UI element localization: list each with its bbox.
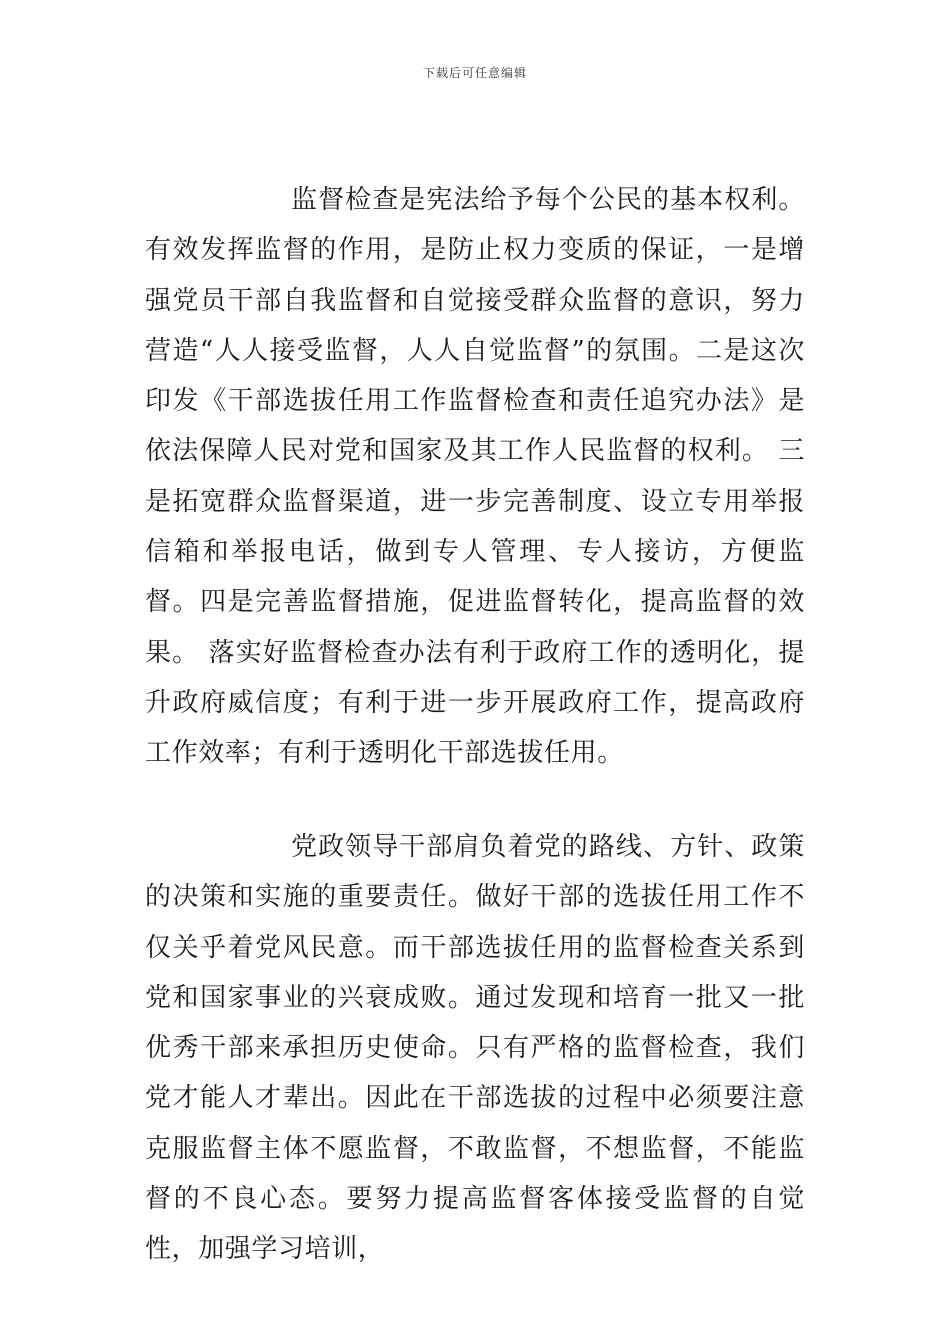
paragraph-block-1 [145, 175, 805, 779]
page-header: 下载后可任意编辑 [422, 66, 527, 80]
paragraph-block-2 [145, 822, 805, 1275]
paragraph-text: 监督检查是宪法给予每个公民的基本权利。有效发挥监督的作用，是防止权力变质的保证，一是增强党员干部自我监督和自觉接受群众监督的意识，努力营造“人人接受监督，人人自觉监督”的氛围。二是这次印发《干部选拔任用工作监督检查和责任追究办法》是依法保障人民对党和国家及其工作人民监督的权利。 三是拓宽群众监督渠道，进一步完善制度、设立专用举报信箱和举报电话，做到专人管理、专人接访，方便监督。四是完善监督措施，促进监督转化，提高监督的效果。 落实好监督检查办法有利于政府工作的透明化，提升政府威信度；有利于进一步开展政府工作，提高政府工作效率；有利于透明化干部选拔任用。 [145, 185, 805, 769]
paragraph-text: 党政领导干部肩负着党的路线、方针、政策的决策和实施的重要责任。做好干部的选拔任用工作不仅关乎着党风民意。而干部选拔任用的监督检查关系到党和国家事业的兴衰成败。通过发现和培育一批又一批优秀干部来承担历史使命。只有严格的监督检查，我们党才能人才辈出。因此在干部选拔的过程中必须要注意克服监督主体不愿监督，不敢监督，不想监督，不能监督的不良心态。要努力提高监督客体接受监督的自觉性，加强学习培训， [145, 832, 805, 1265]
